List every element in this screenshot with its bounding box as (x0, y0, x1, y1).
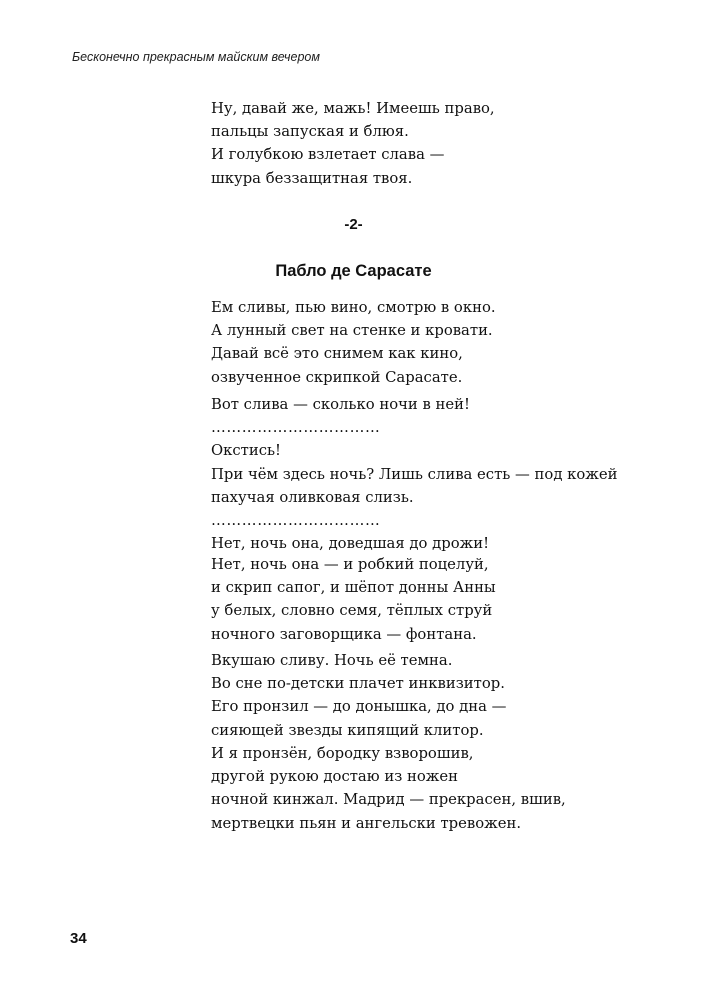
verse-line: Нет, ночь она — и робкий поцелуй, (211, 556, 489, 573)
verse-line: ночной кинжал. Мадрид — прекрасен, вшив, (211, 791, 566, 809)
verse-line: и скрип сапог, и шёпот донны Анны (211, 579, 496, 597)
verse-line: И я пронзён, бородку взворошив, (211, 745, 474, 762)
verse-line: ночного заговорщика — фонтана. (211, 625, 477, 643)
verse-line: Ем сливы, пью вино, смотрю в окно. (211, 299, 496, 316)
verse-line: Ну, давай же, мажь! Имеешь право, (211, 100, 495, 117)
verse-line: Окстись! (211, 442, 282, 460)
verse-line: А лунный свет на стенке и кровати. (211, 322, 493, 340)
verse-line: озвученное скрипкой Сарасате. (211, 368, 463, 386)
ellipsis-line: …………………………… (211, 512, 381, 530)
running-header: Бесконечно прекрасным майским вечером (72, 50, 320, 64)
page-number: 34 (70, 930, 87, 947)
verse-line: мертвецки пьян и ангельски тревожен. (211, 814, 522, 832)
intro-stanza (211, 97, 611, 190)
verse-line: Давай всё это снимем как кино, (211, 345, 463, 363)
ellipsis-line: …………………………… (211, 419, 381, 437)
verse-line: у белых, словно семя, тёплых струй (211, 602, 493, 620)
verse-line: При чём здесь ночь? Лишь слива есть — под кожей (211, 465, 618, 483)
stanza-3 (211, 553, 611, 646)
stanza-5 (211, 742, 611, 835)
verse-line: Нет, ночь она, доведшая до дрожи! (211, 535, 490, 553)
poem-title: Пабло де Сарасате (275, 262, 432, 280)
section-number: -2- (344, 216, 363, 233)
verse-line: шкура беззащитная твоя. (211, 169, 413, 187)
verse-line: другой рукою достаю из ножен (211, 768, 458, 786)
verse-line: Его пронзил — до донышка, до дна — (211, 698, 507, 716)
verse-line: Вкушаю сливу. Ночь её темна. (211, 652, 453, 669)
verse-line: пахучая оливковая слизь. (211, 488, 414, 506)
stanza-1 (211, 296, 611, 389)
verse-line: Во сне по-детски плачет инквизитор. (211, 675, 505, 693)
stanza-4 (211, 649, 611, 742)
stanza-2 (211, 393, 618, 555)
verse-line: Вот слива — сколько ночи в ней! (211, 396, 470, 413)
verse-line: И голубкою взлетает слава — (211, 146, 445, 164)
verse-line: пальцы запуская и блюя. (211, 123, 409, 141)
verse-line: сияющей звезды кипящий клитор. (211, 721, 484, 739)
